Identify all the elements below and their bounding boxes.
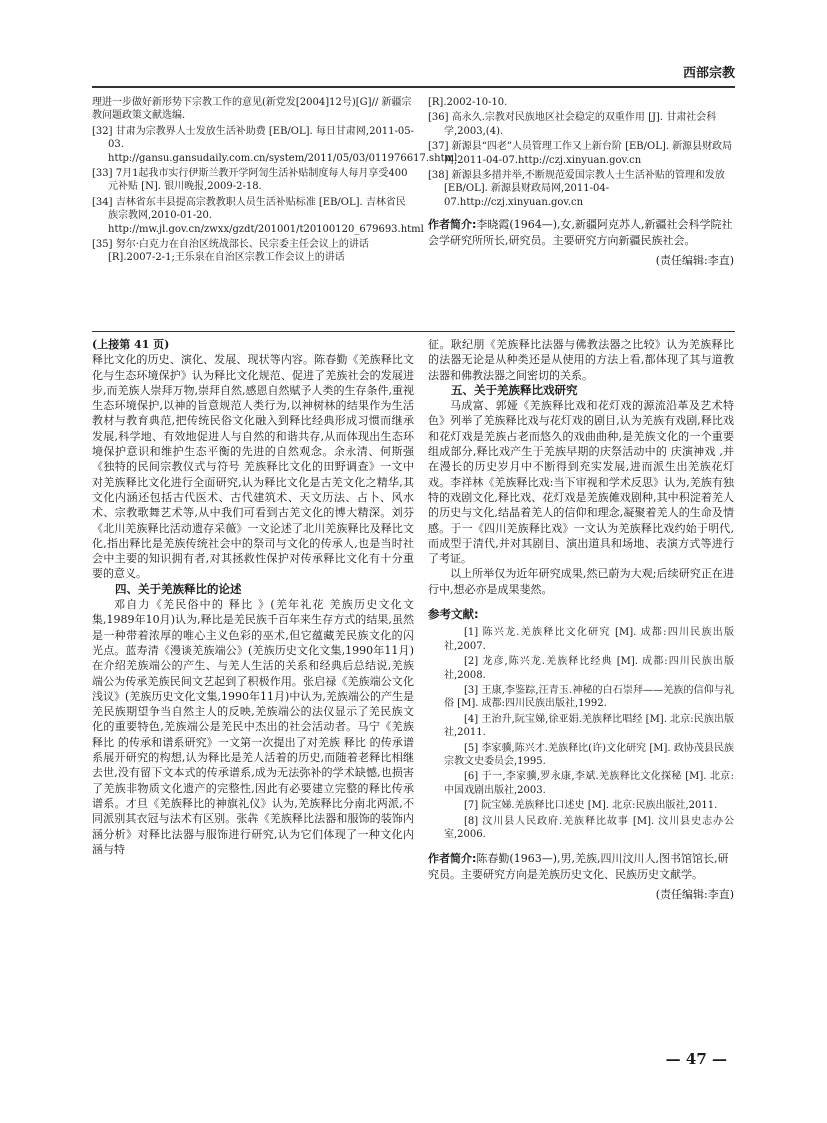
body-paragraph: 释比文化的历史、演化、发展、现状等内容。陈春勤《羌族释比文化与生态环境保护》认为释比文化规范、促进了羌族社会的发展进步,而羌族人崇拜万物,崇拜自然,感恩自然赋予人类的生存条件,重视生态环境保护,以神的旨意规范人类行为,以神树林的结果作为生活教材与教育典范,把传统民俗文化融入到释比经典形成习惯而继承发展,科学地、有效地促进人与自然的和谐共存,从而体现出生态环境保护意识和维护生态平衡的先进的自然观念。余永清、何斯强《独特的民间宗教仪式与符号 羌族释比文化的田野调查》一文中对羌族释比文化进行全面研究,认为释比文化是古羌文化之精华,其文化内涵还包括古代医术、古代建筑术、天文历法、占卜、风水术、宗教歌舞艺术等,从中我们可看到古羌文化的博大精深。刘芬《北川羌族释比活动遗存采薇》一文论述了北川羌族释比及释比文化,指出释比是羌族传统社会中的祭司与文化的传承人,也是当时社会中主要的知识拥有者,对其拯救性保护对传承释比文化有十分重要的意义。 bbox=[92, 353, 414, 581]
editor-note: (责任编辑:李直) bbox=[655, 254, 734, 268]
author-bio bbox=[428, 851, 734, 883]
reference-item: [5] 李家骥,陈兴才.羌族释比(许)文化研究 [M]. 政协茂县民族宗教文史委员会,1995. bbox=[444, 742, 734, 767]
reference-item: [3] 王康,李鉴踪,汪青玉.神秘的白石崇拜——羌族的信仰与礼俗 [M]. 成都:四川民族出版社,1992. bbox=[444, 684, 734, 710]
journal-section-title: 西部宗教 bbox=[682, 66, 735, 81]
page-number: — 47 — bbox=[665, 1050, 727, 1068]
body-paragraph: 邓自力《羌民俗中的 释比 》(羌年礼花 羌族历史文化文集,1989年10月)认为,释比是羌民族千百年来生存方式的结果,虽然是一种带着浓厚的唯心主义色彩的巫术,但它蕴藏羌民族文化的闪光点。蓝寿清《漫谈羌族端公》(羌族历史文化文集,1990年11月)在介绍羌族端公的产生、与羌人生活的关系和经典后总结说,羌族端公为传承羌族民间文艺起到了积极作用。张启禄《羌族端公文化浅议》(羌族历史文化文集,1990年11月)中认为,羌族端公的产生是羌民族期望争当自然主人的反映,羌族端公的法仪显示了羌民族文化的重要特色,羌族端公是羌民中杰出的社会活动者。马宁《羌族 释比 的传承和谱系研究》一文第一次提出了对羌族 释比 的传承谱系展开研究的构想,认为释比是羌人活着的历史,而随着老释比相继去世,没有留下文本式的传承谱系,成为无法弥补的学术缺憾,也损害了羌族非物质文化遗产的完整性,因此有必要建立完整的释比传承谱系。才旦《羌族释比的神旗礼仪》认为,羌族释比分南北两派,不同派别其衣冠与法术有区别。张犇《羌族释比法器和服饰的装饰内涵分析》对释比法器与服饰进行研究,认为它们体现了一种文化内涵与特 bbox=[92, 598, 414, 856]
body-paragraph: 以上所举仅为近年研究成果,然已蔚为大观;后续研究正在进行中,想必亦是成果斐然。 bbox=[428, 567, 734, 596]
reference-item: [1] 陈兴龙.羌族释比文化研究 [M]. 成都:四川民族出版社,2007. bbox=[444, 627, 734, 652]
reference-item: [R].2002-10-10. bbox=[428, 97, 508, 108]
references-heading: 参考文献: bbox=[428, 607, 479, 622]
reference-item: [2] 龙彦,陈兴龙.羌族释比经典 [M]. 成都:四川民族出版社,2008. bbox=[444, 656, 734, 681]
reference-item: [33] 7月1起我市实行伊斯兰教开学阿訇生活补贴制度每人每月享受400元补贴 [N]. 银川晚报,2009-2-18. bbox=[92, 168, 408, 193]
section-4-heading: 四、关于羌族释比的论述 bbox=[115, 581, 242, 596]
reference-item: [34] 吉林省东丰县提高宗教教职人员生活补贴标准 [EB/OL]. 吉林省民族宗教网,2010-01-20. http://mw.jl.gov.cn/zwxx/gzdt/201001/t20100120_679693.html bbox=[92, 196, 424, 235]
reference-item: [8] 汶川县人民政府.羌族释比故事 [M]. 汶川县史志办公室,2006. bbox=[444, 815, 734, 841]
right-body-column bbox=[428, 337, 734, 903]
reference-item: [37] 新源县“四老”人员管理工作又上新台阶 [EB/OL]. 新源县财政局网,2011-04-07.http://czj.xinyuan.gov.cn bbox=[428, 141, 733, 166]
author-bio-text: 陈春勤(1963—),男,羌族,四川汶川人,图书馆馆长,研究员。主要研究方向是羌族历史文化、民族历史文献学。 bbox=[428, 852, 729, 882]
reference-item: [7] 阮宝娣.羌族释比口述史 [M]. 北京:民族出版社,2011. bbox=[464, 800, 718, 812]
section-divider bbox=[92, 331, 735, 332]
reference-item: 理进一步做好新形势下宗教工作的意见(新党发[2004]12号)[G]// 新疆宗教问题政策文献选编. bbox=[92, 97, 412, 122]
top-right-references bbox=[428, 96, 734, 269]
reference-item: [4] 王治升,阮宝娣,徐亚娟.羌族释比唱经 [M]. 北京:民族出版社,2011. bbox=[444, 713, 734, 739]
body-paragraph: 征。耿纪朋《羌族释比法器与佛教法器之比较》认为羌族释比的法器无论是从种类还是从使用的方法上看,都体现了其与道教法器和佛教法器之间密切的关系。 bbox=[428, 338, 734, 382]
author-bio bbox=[428, 217, 734, 249]
left-body-column bbox=[92, 337, 414, 857]
header-rule bbox=[92, 86, 735, 88]
reference-item: [35] 努尔·白克力在自治区统战部长、民宗委主任会议上的讲话 [R].2007-2-1;王乐泉在自治区宗教工作会议上的讲话 bbox=[92, 239, 369, 264]
reference-item: [36] 高永久.宗教对民族地区社会稳定的双重作用 [J]. 甘肃社会科学,2003,(4). bbox=[428, 112, 717, 137]
author-bio-label: 作者简介: bbox=[428, 852, 477, 866]
continued-note: (上接第 41 页) bbox=[92, 338, 170, 351]
reference-item: [6] 于一,李家骥,罗永康,李斌.羌族释比文化探秘 [M]. 北京:中国戏剧出版社,2003. bbox=[444, 771, 734, 796]
author-bio-label: 作者简介: bbox=[428, 218, 477, 232]
reference-item: [38] 新源县多措并举,不断规范爱国宗教人士生活补贴的管理和发放 [EB/OL]. 新源县财政局网,2011-04-07.http://czj.xinyuan.gov.cn bbox=[428, 170, 725, 208]
editor-note: (责任编辑:李直) bbox=[655, 888, 734, 902]
section-5-heading: 五、关于羌族释比戏研究 bbox=[451, 382, 578, 397]
author-bio-text: 李晓霞(1964—),女,新疆阿克苏人,新疆社会科学院社会学研究所所长,研究员。主要研究方向新疆民族社会。 bbox=[428, 218, 733, 248]
body-paragraph: 马成富、郭娅《羌族释比戏和花灯戏的源流沿革及艺术特色》列举了羌族释比戏与花灯戏的剧目,认为羌族有戏剧,释比戏和花灯戏是羌族占老而悠久的戏曲曲种,是羌族文化的一个重要组成部分,释比戏产生于羌族早期的庆祭活动中的 庆演神戏 ,并在漫长的历史岁月中不断得到充实发展,进而派生出羌族花灯戏。李祥林《羌族释比戏:当下审视和学术反思》认为,羌族有独特的戏剧文化,释比戏、花灯戏是羌族傩戏剧种,其中积淀着羌人的历史与文化,结晶着羌人的信仰和理念,凝聚着羌人的生命及情感。于一《四川羌族释比戏》一文认为羌族释比戏约始于明代,而成型于清代,并对其剧目、演出道具和场地、表演方式等进行了考证。 bbox=[428, 399, 734, 566]
reference-item: [32] 甘肃为宗教界人士发放生活补助费 [EB/OL]. 每日甘肃网,2011-05-03. http://gansu.gansudaily.com.cn/system/2011/05/03/011976617.shtml bbox=[92, 125, 458, 164]
